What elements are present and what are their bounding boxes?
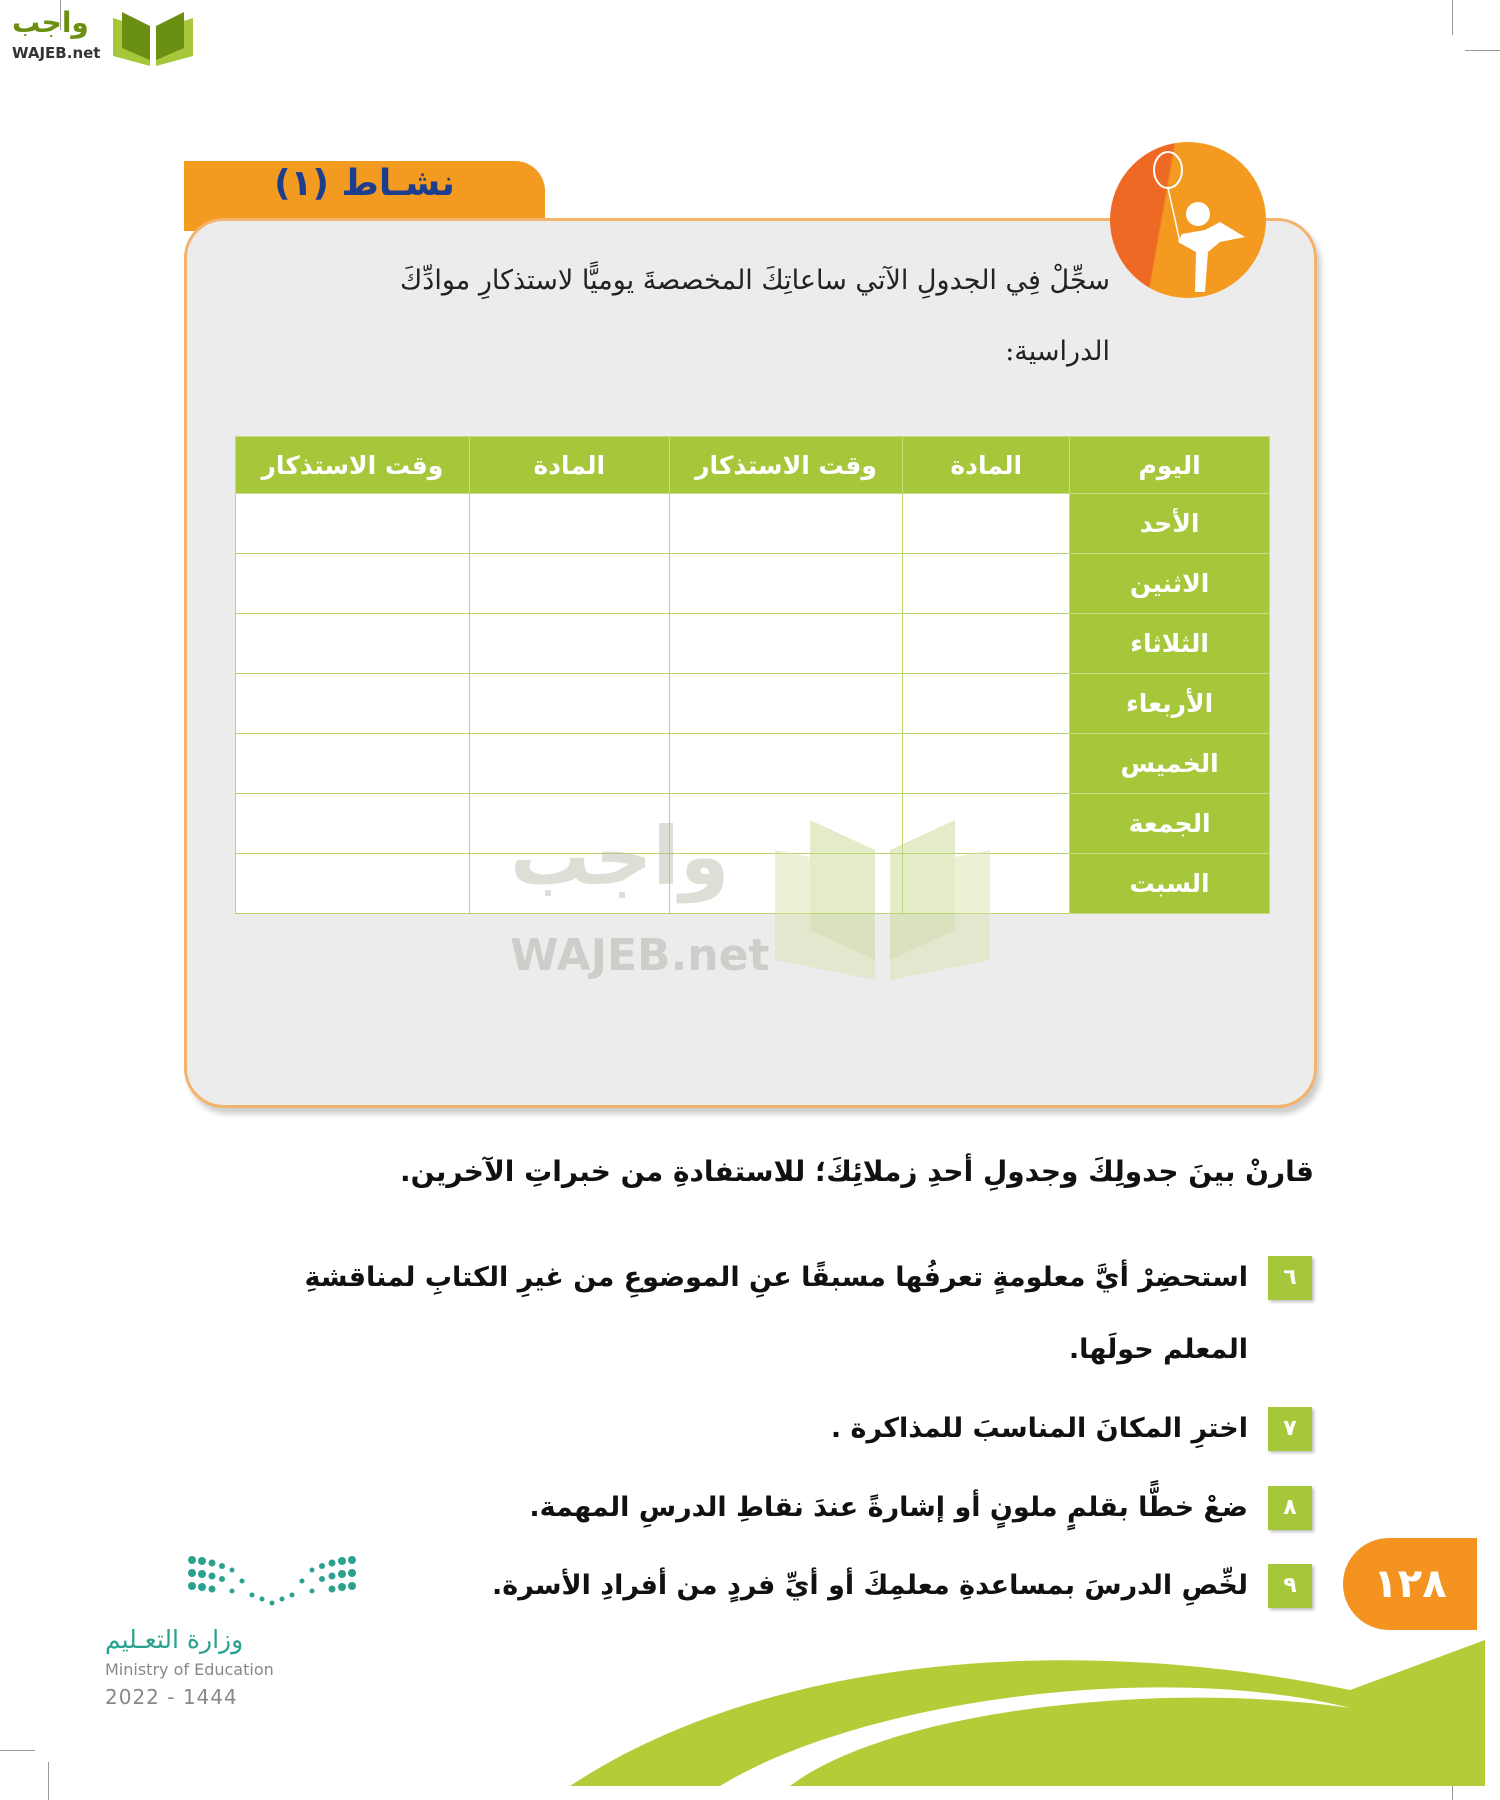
empty-cell[interactable] [469,614,669,674]
item-text-cont: المعلم حولَها. [1068,1334,1248,1365]
day-cell: الأحد [1070,494,1270,554]
item-number: ٨ [1268,1486,1312,1530]
activity-badge [1110,142,1266,298]
table-header-row [236,437,1270,494]
table-row [236,494,1270,554]
compare-instruction: قارنْ بينَ جدولِكَ وجدولِ أحدِ زملائِكَ؛ للاستفادةِ من خبراتِ الآخرين. [400,1155,1314,1188]
day-cell: السبت [1070,854,1270,914]
empty-cell[interactable] [469,674,669,734]
table-row [236,734,1270,794]
list-item [212,1486,1312,1530]
intro-text: سجِّلْ فِي الجدولِ الآتي ساعاتِكَ المخصصةَ يوميًّا لاستذكارِ موادِّكَ [400,265,1110,296]
empty-cell[interactable] [236,854,470,914]
day-cell: الاثنين [1070,554,1270,614]
list-item [212,1407,1312,1451]
crop-mark [48,1762,49,1800]
table-row [236,614,1270,674]
logo-text-en: WAJEB.net [12,44,101,62]
watermark-book-icon [770,810,995,980]
empty-cell[interactable] [469,494,669,554]
empty-cell[interactable] [469,734,669,794]
item-text: اخترِ المكانَ المناسبَ للمذاكرة . [830,1413,1248,1444]
list-item [212,1256,1312,1365]
item-number: ٩ [1268,1564,1312,1608]
table-row [236,674,1270,734]
empty-cell[interactable] [669,734,903,794]
empty-cell[interactable] [669,494,903,554]
list-item [212,1564,1312,1608]
activity-title: نشـاط (١) [274,163,455,204]
book-icon [108,8,198,68]
watermark-text-en: WAJEB.net [510,930,770,981]
day-cell: الخميس [1070,734,1270,794]
header-study-time: وقت الاستذكار [236,437,470,494]
ministry-name-en: Ministry of Education [105,1660,274,1679]
decorative-swoosh [560,1640,1485,1786]
ministry-logo-icon [187,1555,357,1610]
header-day: اليوم [1070,437,1270,494]
crop-mark [1452,0,1453,35]
page-number: ١٢٨ [1343,1538,1477,1630]
ministry-year: 2022 - 1444 [105,1685,238,1709]
empty-cell[interactable] [669,554,903,614]
item-number: ٧ [1268,1407,1312,1451]
empty-cell[interactable] [469,554,669,614]
ministry-name-ar: وزارة التعـليم [105,1625,244,1654]
wajeb-logo [10,6,190,68]
empty-cell[interactable] [236,554,470,614]
empty-cell[interactable] [903,614,1070,674]
intro-text-cont: الدراسية: [1005,336,1110,367]
day-cell: الثلاثاء [1070,614,1270,674]
empty-cell[interactable] [903,734,1070,794]
crop-mark [0,1750,35,1751]
table-row [236,554,1270,614]
item-text: استحضِرْ أيَّ معلومةٍ تعرفُها مسبقًا عنِ الموضوعِ من غيرِ الكتابِ لمناقشةِ [304,1262,1248,1293]
empty-cell[interactable] [236,674,470,734]
empty-cell[interactable] [236,494,470,554]
header-study-time: وقت الاستذكار [669,437,903,494]
empty-cell[interactable] [903,674,1070,734]
child-balloon-icon [1110,142,1266,298]
item-text: لخِّصِ الدرسَ بمساعدةِ معلمِكَ أو أيِّ فردٍ من أفرادِ الأسرة. [492,1570,1248,1601]
item-number: ٦ [1268,1256,1312,1300]
item-text: ضعْ خطًّا بقلمٍ ملونٍ أو إشارةً عندَ نقاطِ الدرسِ المهمة. [529,1492,1248,1523]
watermark [500,810,1020,990]
header-subject: المادة [469,437,669,494]
header-subject: المادة [903,437,1070,494]
day-cell: الجمعة [1070,794,1270,854]
empty-cell[interactable] [236,614,470,674]
empty-cell[interactable] [903,554,1070,614]
empty-cell[interactable] [236,794,470,854]
empty-cell[interactable] [903,494,1070,554]
empty-cell[interactable] [669,614,903,674]
logo-text-ar: واجب [12,6,89,39]
crop-mark [1465,50,1500,51]
empty-cell[interactable] [236,734,470,794]
watermark-text-ar: واجب [510,810,730,903]
day-cell: الأربعاء [1070,674,1270,734]
empty-cell[interactable] [669,674,903,734]
